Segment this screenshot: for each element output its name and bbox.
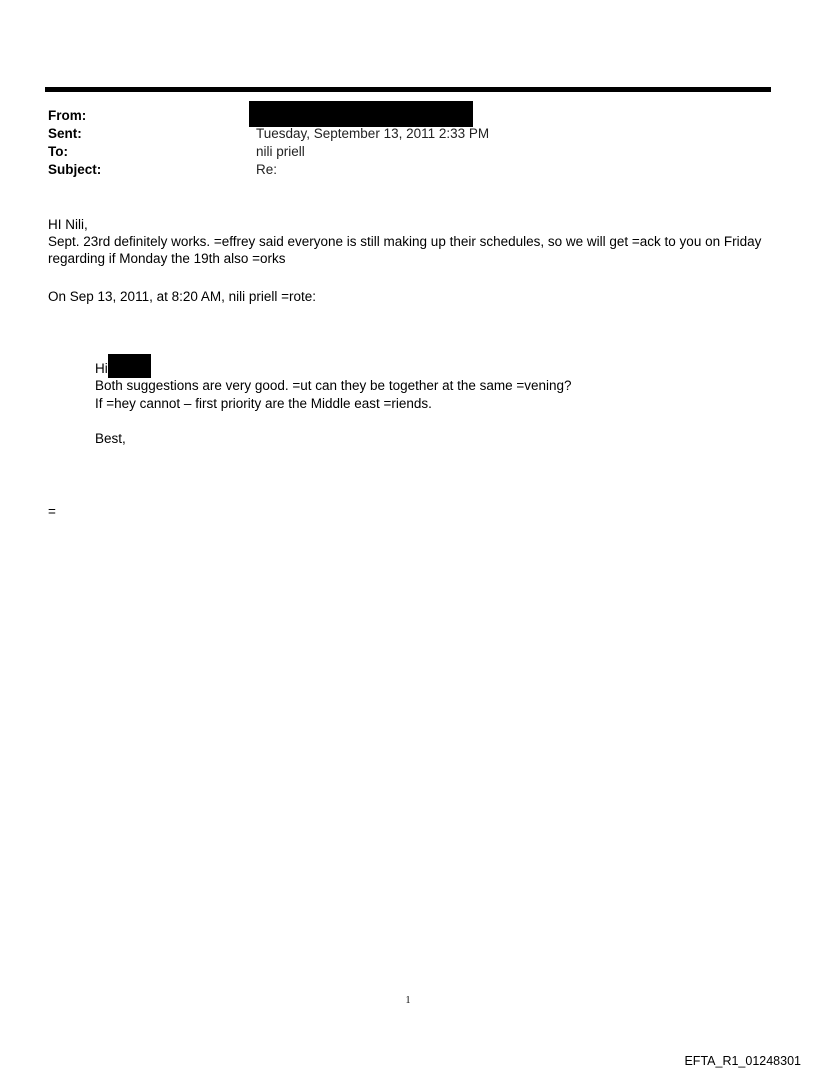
quoted-closing: Best, bbox=[95, 431, 126, 446]
to-row bbox=[48, 143, 748, 161]
subject-row bbox=[48, 161, 748, 179]
document-id: EFTA_R1_01248301 bbox=[684, 1054, 801, 1068]
quoted-line-1: Both suggestions are very good. =ut can they be together at the same =vening? bbox=[95, 378, 572, 393]
from-row bbox=[48, 107, 748, 125]
subject-value: Re: bbox=[256, 162, 278, 177]
sent-value: Tuesday, September 13, 2011 2:33 PM bbox=[256, 126, 490, 141]
trailing-mark: = bbox=[48, 504, 56, 519]
page-number: 1 bbox=[405, 995, 411, 1006]
email-header bbox=[48, 107, 748, 179]
from-label: From: bbox=[48, 108, 87, 123]
sent-label: Sent: bbox=[48, 126, 82, 141]
email-greeting: HI Nili, bbox=[48, 217, 88, 232]
sent-row bbox=[48, 125, 748, 143]
header-divider bbox=[45, 87, 771, 92]
quoted-greeting: Hi bbox=[95, 361, 108, 376]
subject-label: Subject: bbox=[48, 162, 102, 177]
redaction-block-name bbox=[108, 354, 151, 378]
to-label: To: bbox=[48, 144, 68, 159]
quoted-line-2: If =hey cannot – first priority are the Middle east =riends. bbox=[95, 396, 432, 411]
email-paragraph: Sept. 23rd definitely works. =effrey said everyone is still making up their schedules, so we will get =ack to you on Friday regarding if Monday the 19th also =orks bbox=[48, 234, 762, 266]
quote-intro: On Sep 13, 2011, at 8:20 AM, nili priell =rote: bbox=[48, 289, 317, 304]
to-value: nili priell bbox=[256, 144, 305, 159]
